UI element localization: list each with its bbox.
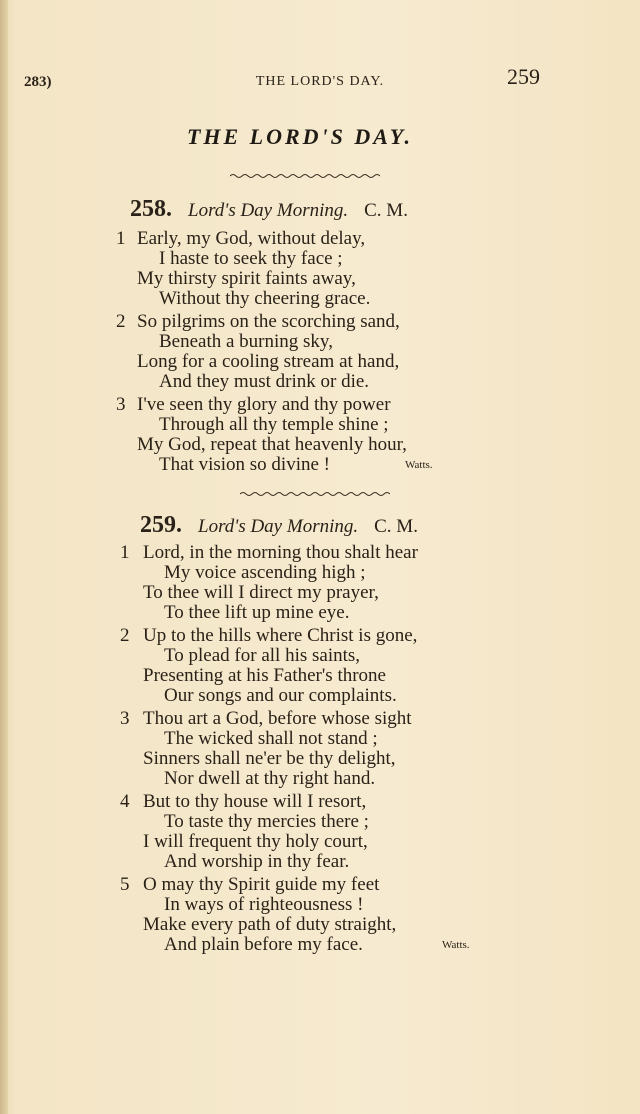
hymn-number: 258. (130, 196, 172, 222)
hymn-meter: C. M. (364, 200, 408, 221)
verse-number: 3 (120, 708, 130, 729)
hymn-line: My thirsty spirit faints away, (137, 268, 356, 289)
hymn-line: Presenting at his Father's throne (143, 665, 386, 686)
hymn-line: Our songs and our complaints. (164, 685, 397, 706)
hymn-line: And they must drink or die. (159, 371, 370, 392)
hymn-line: To thee will I direct my prayer, (143, 582, 379, 603)
hymn-line: Without thy cheering grace. (159, 288, 371, 309)
hymn-line: And worship in thy fear. (164, 851, 350, 872)
running-head-left: 283) (24, 74, 52, 90)
hymn-line: To plead for all his saints, (164, 645, 361, 666)
verse-number: 1 (116, 228, 126, 249)
hymn-title: Lord's Day Morning. (188, 200, 349, 221)
hymn-line: I will frequent thy holy court, (143, 831, 368, 852)
hymn-line: Early, my God, without delay, (137, 228, 366, 249)
hymn-line: Long for a cooling stream at hand, (137, 351, 400, 372)
hymn-line: That vision so divine ! (159, 454, 330, 475)
hymn-line: The wicked shall not stand ; (164, 728, 378, 749)
hymn-line: Thou art a God, before whose sight (143, 708, 412, 729)
hymn-title: Lord's Day Morning. (198, 516, 359, 537)
page-number: 259 (507, 64, 540, 89)
hymn-line: I've seen thy glory and thy power (137, 394, 391, 415)
section-title: THE LORD'S DAY. (186, 124, 414, 149)
hymn-line: In ways of righteousness ! (164, 894, 364, 915)
hymn-number: 259. (140, 512, 182, 538)
hymn-line: Make every path of duty straight, (143, 914, 397, 935)
hymn-author: Watts. (442, 939, 470, 951)
verse-number: 2 (116, 311, 126, 332)
hymn-line: My voice ascending high ; (164, 562, 366, 583)
ornamental-rule (240, 490, 390, 498)
page-gutter (0, 0, 8, 1114)
running-head (0, 64, 640, 94)
hymn-meter: C. M. (374, 516, 418, 537)
hymn-line: My God, repeat that heavenly hour, (137, 434, 407, 455)
hymn-line: I haste to seek thy face ; (159, 248, 343, 269)
verse-number: 4 (120, 791, 130, 812)
hymn-line: To thee lift up mine eye. (164, 602, 350, 623)
hymn-line: And plain before my face. (164, 934, 363, 955)
hymn-line: So pilgrims on the scorching sand, (137, 311, 400, 332)
verse-number: 1 (120, 542, 130, 563)
hymn-line: Lord, in the morning thou shalt hear (143, 542, 418, 563)
hymn-header-259 (140, 512, 640, 539)
hymn-line: O may thy Spirit guide my feet (143, 874, 380, 895)
running-head-title: THE LORD'S DAY. (255, 74, 385, 89)
verse-number: 2 (120, 625, 130, 646)
verse-number: 5 (120, 874, 130, 895)
hymn-line: But to thy house will I resort, (143, 791, 367, 812)
hymn-line: Beneath a burning sky, (159, 331, 333, 352)
ornamental-rule (230, 172, 380, 180)
hymn-header-258 (130, 196, 640, 223)
verse-number: 3 (116, 394, 126, 415)
hymn-line: Through all thy temple shine ; (159, 414, 389, 435)
hymn-line: Up to the hills where Christ is gone, (143, 625, 418, 646)
hymn-author: Watts. (405, 459, 433, 471)
hymn-line: To taste thy mercies there ; (164, 811, 369, 832)
hymn-line: Nor dwell at thy right hand. (164, 768, 376, 789)
hymn-line: Sinners shall ne'er be thy delight, (143, 748, 396, 769)
